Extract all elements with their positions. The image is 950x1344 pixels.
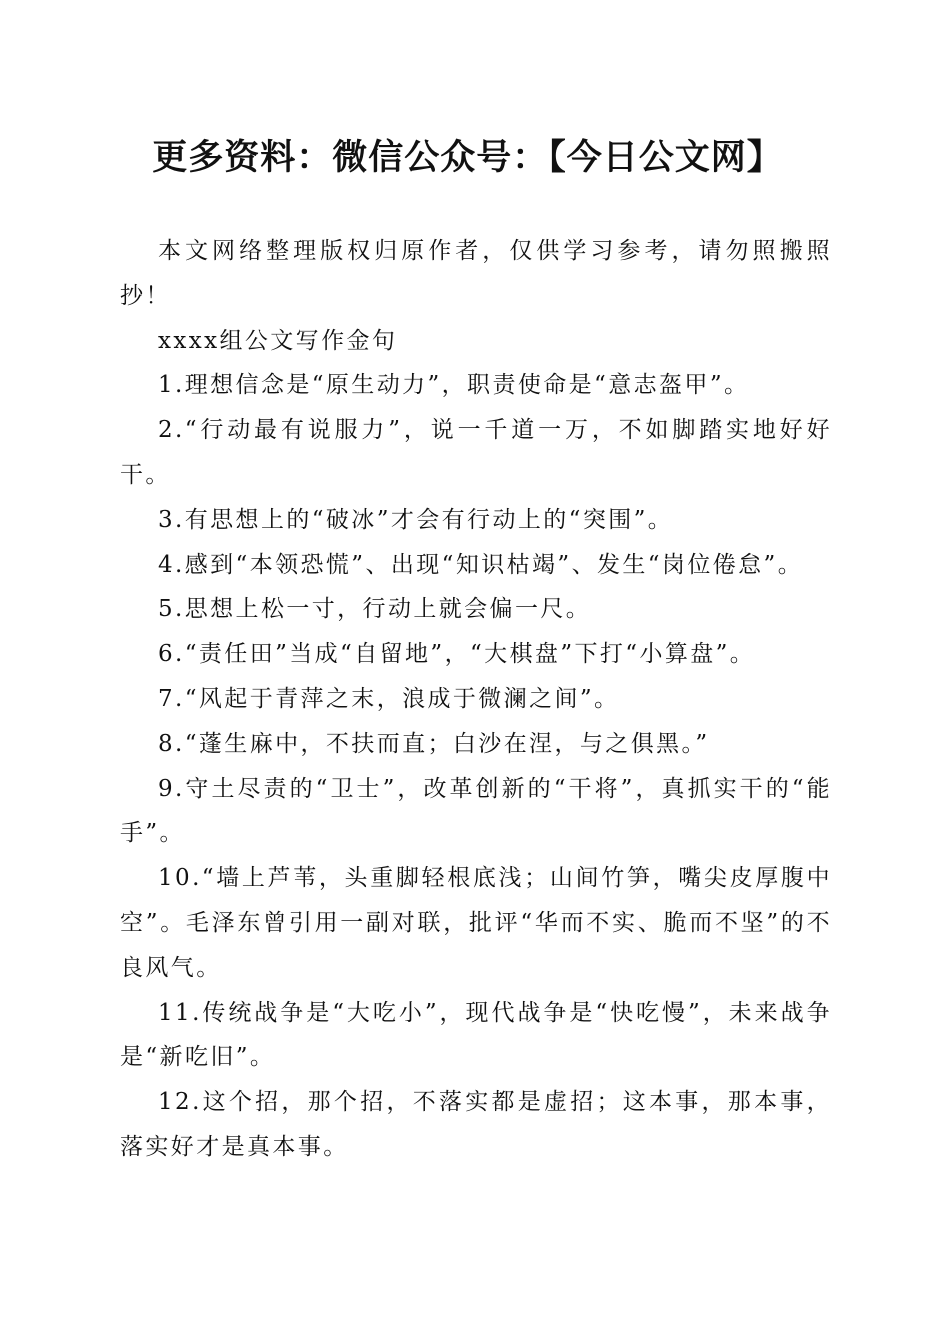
quote-item: 4.感到“本领恐慌”、出现“知识枯竭”、发生“岗位倦怠”。 bbox=[158, 551, 804, 578]
quote-item: 2.“行动最有说服力”，说一千道一万，不如脚踏实地好好干。 bbox=[120, 417, 832, 488]
quote-item: 9.守土尽责的“卫士”，改革创新的“干将”，真抓实干的“能手”。 bbox=[120, 775, 832, 847]
quote-item: 12.这个招，那个招，不落实都是虚招；这本事，那本事，落实好才是真本事。 bbox=[120, 1089, 832, 1160]
quote-item: 11.传统战争是“大吃小”，现代战争是“快吃慢”，未来战争是“新吃旧”。 bbox=[120, 999, 832, 1071]
quote-item: 5.思想上松一寸，行动上就会偏一尺。 bbox=[158, 596, 592, 623]
copyright-notice: 本文网络整理版权归原作者，仅供学习参考，请勿照搬照抄！ bbox=[120, 238, 832, 309]
quote-item: 6.“责任田”当成“自留地”，“大棋盘”下打“小算盘”。 bbox=[158, 641, 756, 668]
quote-item: 1.理想信念是“原生动力”，职责使命是“意志盔甲”。 bbox=[158, 372, 750, 399]
quote-item: 8.“蓬生麻中，不扶而直；白沙在涅，与之俱黑。” bbox=[158, 730, 710, 757]
quote-item: 10.“墙上芦苇，头重脚轻根底浅；山间竹笋，嘴尖皮厚腹中空”。毛泽东曾引用一副对联，批评“华而不实、脆而不坚”的不良风气。 bbox=[120, 865, 832, 981]
document-body bbox=[120, 229, 832, 1170]
section-heading: xxxx组公文写作金句 bbox=[158, 327, 398, 354]
document-title: 更多资料：微信公众号：【今日公文网】 bbox=[152, 137, 783, 178]
quote-item: 7.“风起于青萍之末，浪成于微澜之间”。 bbox=[158, 685, 620, 712]
quote-item: 3.有思想上的“破冰”才会有行动上的“突围”。 bbox=[158, 506, 674, 533]
